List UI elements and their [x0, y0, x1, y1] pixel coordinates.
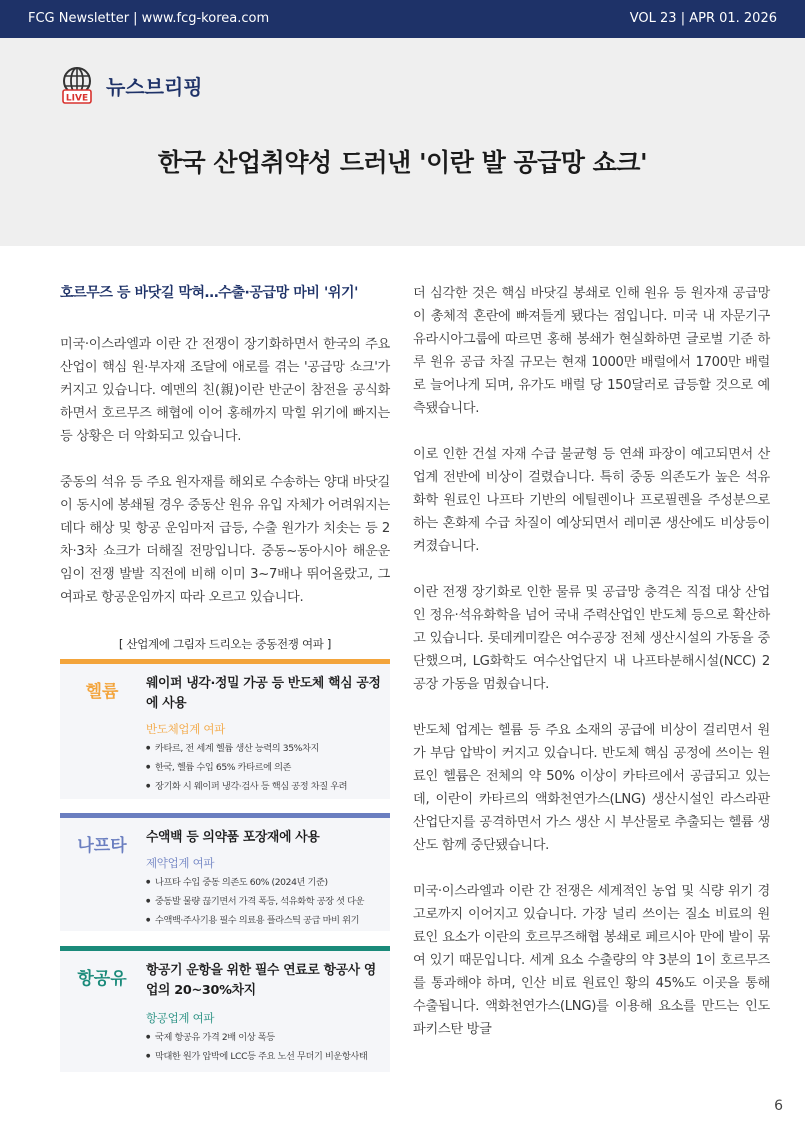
list-item: ● 카타르, 전 세계 헬륨 생산 능력의 35%차지 [146, 739, 386, 758]
card-accent-bar [60, 813, 390, 818]
list-item: ● 장기화 시 웨이퍼 냉각·검사 등 핵심 공정 차질 우려 [146, 777, 386, 796]
list-item: ● 국제 항공유 가격 2배 이상 폭등 [146, 1028, 386, 1047]
impact-card-jet-fuel [60, 946, 390, 1072]
right-paragraph-1: 더 심각한 것은 핵심 바닷길 봉쇄로 인해 원유 등 원자재 공급망이 총체적 혼란에 빠져들게 됐다는 점입니다. 미국 내 자문기구 유라시아그룹에 따르면 홍해 봉쇄가 현실화하면 글로벌 기준 하루 원유 공급 차질 규모는 현재 1000만 배럴에서 1700만 배럴로 늘어나게 되며, 유가도 배럴 당 150달러로 급등할 것으로 예측됐습니다. [413, 286, 770, 416]
right-paragraph-2: 이로 인한 건설 자재 수급 불균형 등 연쇄 파장이 예고되면서 산업계 전반에 비상이 걸렸습니다. 특히 중동 의존도가 높은 석유화학 원료인 나프타 기반의 에틸렌이나 프로필렌을 주성분으로 하는 혼화제 수급 차질이 예상되면서 레미콘 생산에도 비상등이 켜졌습니다. [413, 447, 770, 554]
card-tag: 나프타 [77, 836, 127, 856]
right-paragraph-5: 미국·이스라엘과 이란 간 전쟁은 세계적인 농업 및 식량 위기 경고로까지 이어지고 있습니다. 가장 널리 쓰이는 질소 비료의 원료인 요소가 이란의 호르무즈해협 봉쇄로 페르시아 만에 발이 묶여 있기 때문입니다. 세계 요소 수출량의 약 3분의 1이 호르무즈를 통과해야 하며, 인산 비료 원료인 황의 45%도 이곳을 통해 수출됩니다. 액화천연가스(LNG)를 이용해 요소를 만드는 인도 파키스탄 방글 [413, 884, 770, 1037]
card-category: 항공업계 여파 [146, 1011, 215, 1025]
news-briefing-title: 뉴스브리핑 [106, 75, 203, 99]
card-tag: 헬륨 [85, 682, 119, 702]
card-category: 반도체업계 여파 [146, 722, 226, 736]
header-volume-date: VOL 23 | APR 01. 2026 [629, 11, 777, 26]
card-lead: 수액백 등 의약품 포장재에 사용 [146, 830, 320, 845]
globe-live-icon [60, 66, 96, 106]
card-accent-bar [60, 946, 390, 951]
impact-card-helium [60, 659, 390, 799]
card-accent-bar [60, 659, 390, 664]
list-item: ● 나프타 수입 중동 의존도 60% (2024년 기준) [146, 873, 386, 892]
right-paragraph-4: 반도체 업계는 헬륨 등 주요 소재의 공급에 비상이 걸리면서 원가 부담 압박이 커지고 있습니다. 반도체 핵심 공정에 쓰이는 원료인 헬륨은 전체의 약 50% 이상이 카타르에서 공급되고 있는데, 이란이 카타르의 액화천연가스(LNG) 생산시설인 라스라판 산업단지를 공격하면서 가스 생산 시 부산물로 추출되는 헬륨 생산도 함께 중단됐습니다. [413, 723, 770, 853]
list-item: ● 막대한 원가 압박에 LCC등 주요 노선 무더기 비운항사태 [146, 1047, 386, 1066]
impact-card-naphtha [60, 813, 390, 931]
card-lead: 항공기 운항을 위한 필수 연료로 항공사 영업의 20~30%차지 [146, 963, 376, 998]
list-item: ● 수액백·주사기용 필수 의료용 플라스틱 공급 마비 위기 [146, 911, 386, 930]
list-item: ● 한국, 헬륨 수입 65% 카타르에 의존 [146, 758, 386, 777]
header-site-label: FCG Newsletter | www.fcg-korea.com [28, 11, 270, 26]
card-bullet-list [146, 1028, 386, 1066]
newsletter-header-bar [0, 0, 805, 38]
impact-box-title: [ 산업계에 그림자 드리오는 중동전쟁 여파 ] [118, 637, 332, 651]
hero-section [0, 38, 805, 246]
card-lead: 웨이퍼 냉각·정밀 가공 등 반도체 핵심 공정에 사용 [146, 676, 381, 711]
article-subheading: 호르무즈 등 바닷길 막혀…수출·공급망 마비 '위기' [60, 285, 359, 301]
left-paragraph-1: 미국·이스라엘과 이란 간 전쟁이 장기화하면서 한국의 주요 산업이 핵심 원·부자재 조달에 애로를 겪는 '공급망 쇼크'가 커지고 있습니다. 예멘의 친(親)이란 반군이 참전을 공식화하면서 호르무즈 해협에 이어 홍해까지 막힐 위기에 빠지는 등 상황은 더 악화되고 있습니다. [60, 337, 390, 444]
card-bullet-list [146, 739, 386, 796]
left-paragraph-2: 중동의 석유 등 주요 원자재를 해외로 수송하는 양대 바닷길이 동시에 봉쇄될 경우 중동산 원유 유입 자체가 어려워지는 데다 해상 및 항공 운임마저 급등, 수출 원가가 치솟는 등 2차·3차 쇼크가 더해질 전망입니다. 중동~동아시아 해운운임이 전쟁 발발 직전에 비해 이미 3~7배나 뛰어올랐고, 그 여파로 항공운임까지 따라 오르고 있습니다. [60, 475, 390, 605]
article-left-column [60, 282, 390, 609]
page-headline: 한국 산업취약성 드러낸 '이란 발 공급망 쇼크' [157, 148, 648, 177]
list-item: ● 중동발 물량 끊기면서 가격 폭등, 석유화학 공장 셧 다운 [146, 892, 386, 911]
page-number: 6 [774, 1098, 783, 1114]
card-bullet-list [146, 873, 386, 930]
right-paragraph-3: 이란 전쟁 장기화로 인한 물류 및 공급망 충격은 직접 대상 산업인 정유·석유화학을 넘어 국내 주력산업인 반도체 등으로 확산하고 있습니다. 롯데케미칼은 여수공장 전체 생산시설의 가동을 중단했으며, LG화학도 여수산업단지 내 나프타분해시설(NCC) 2공장 가동을 멈췄습니다. [413, 585, 770, 692]
card-category: 제약업계 여파 [146, 856, 215, 870]
article-right-column [413, 282, 770, 1041]
card-tag: 항공유 [77, 969, 127, 989]
live-badge-text: LIVE [65, 93, 89, 104]
